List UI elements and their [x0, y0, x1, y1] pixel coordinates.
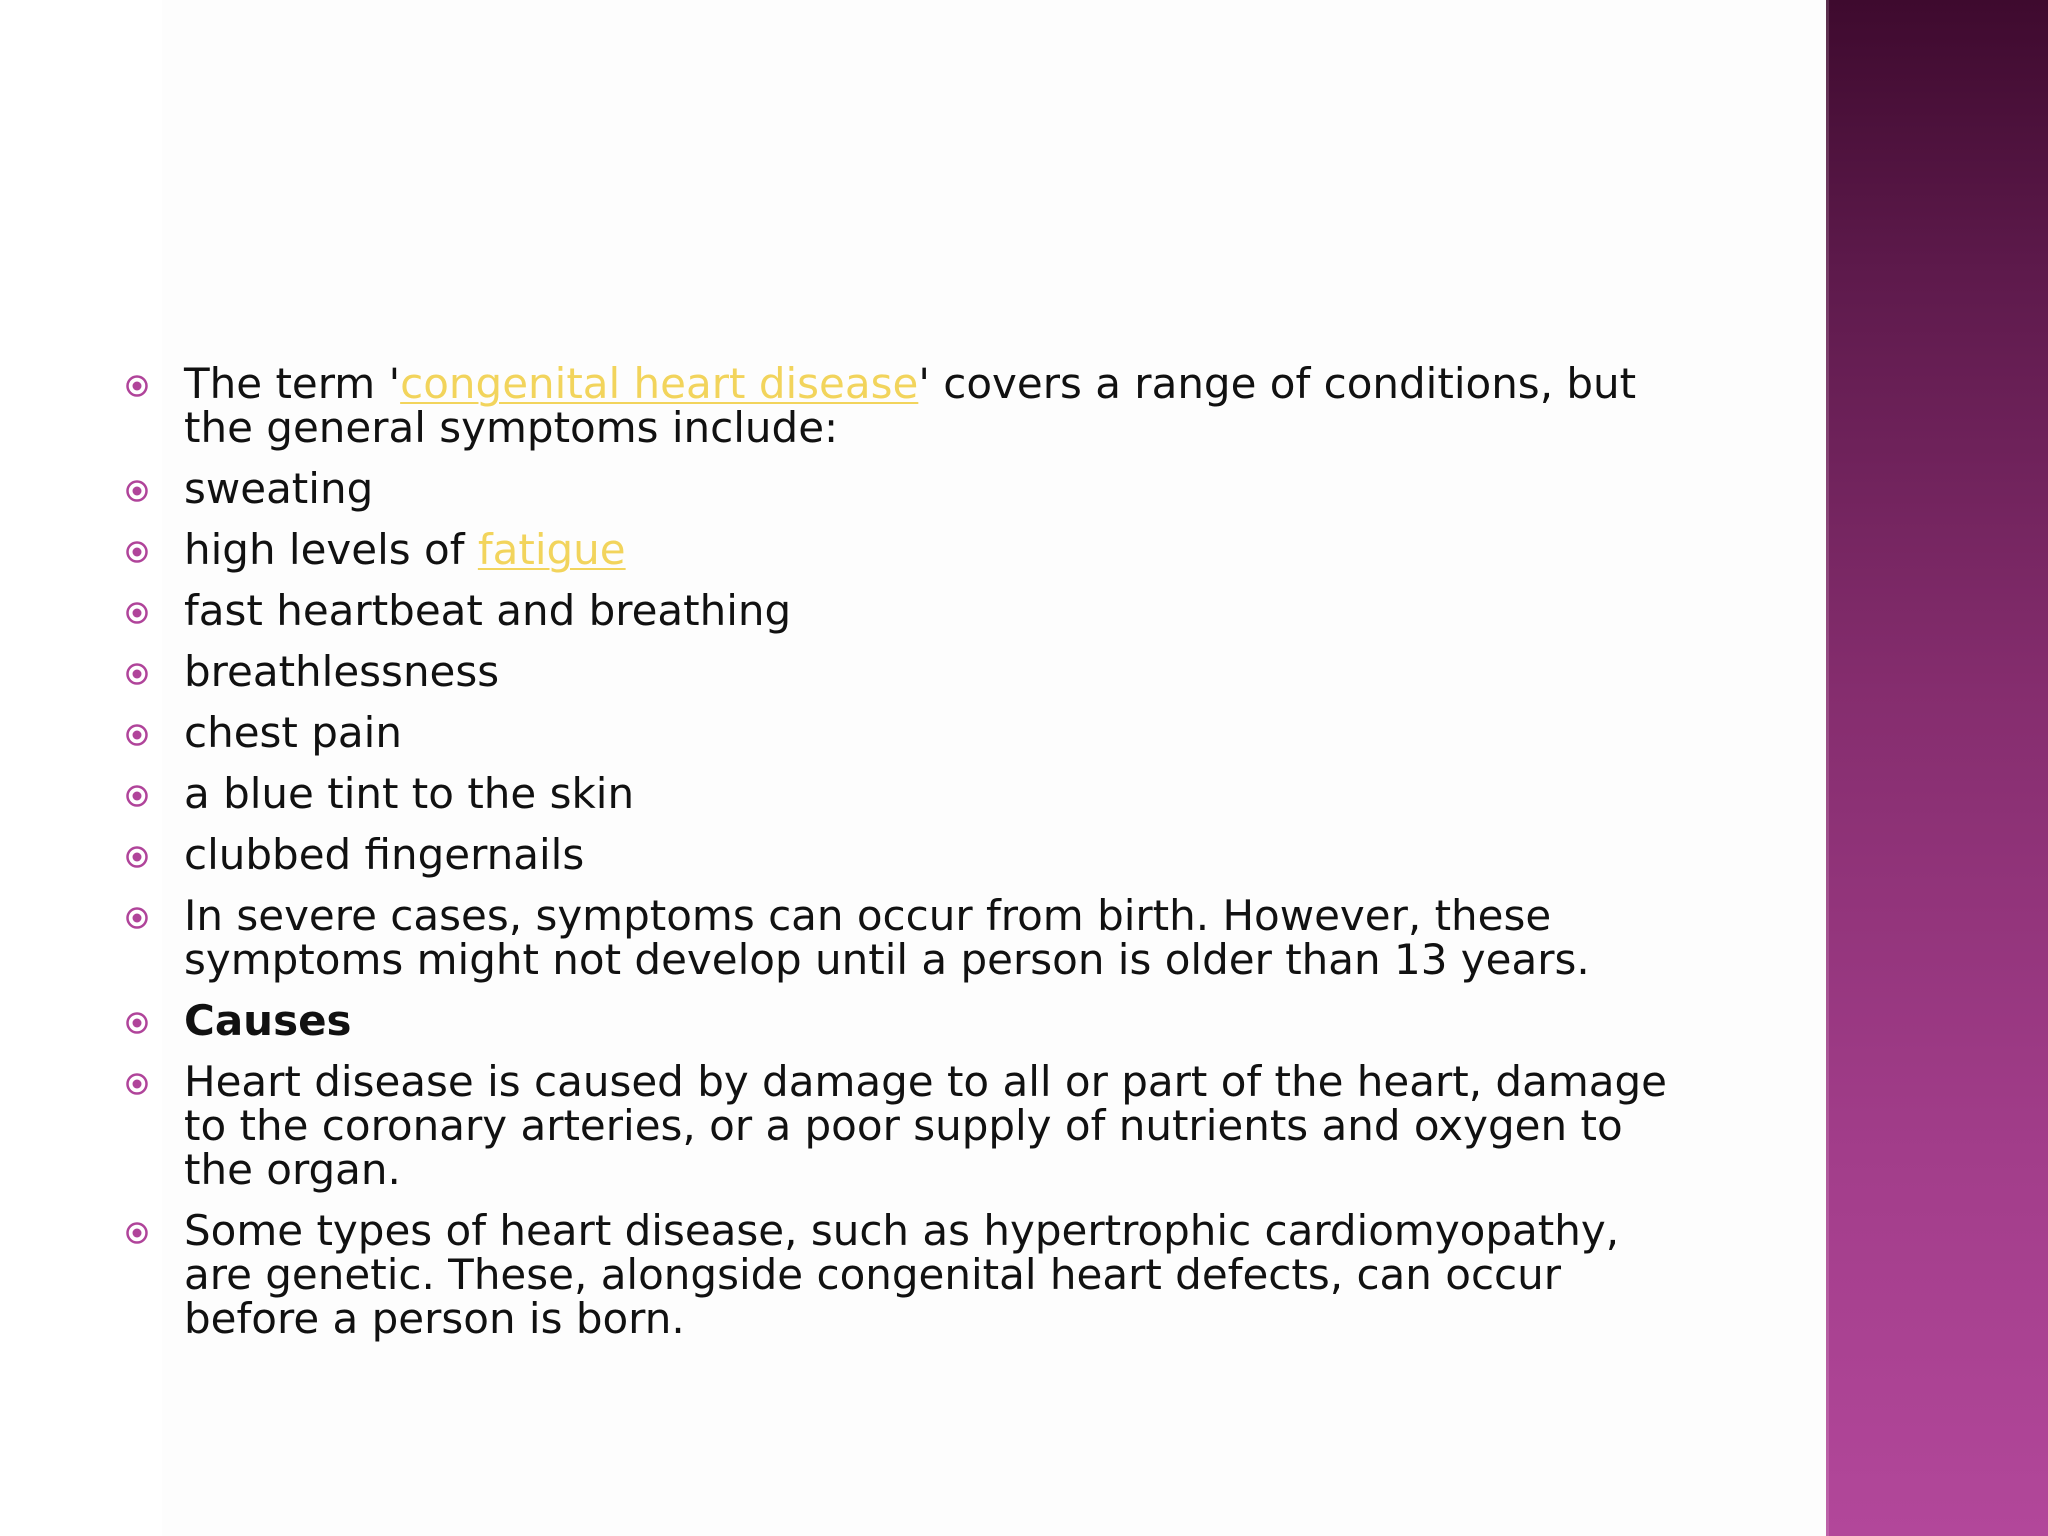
- list-item: [124, 1057, 1684, 1194]
- circled-dot-icon: [125, 1221, 149, 1245]
- item-text: chest pain: [184, 708, 402, 757]
- circled-dot-icon: [125, 540, 149, 564]
- circled-dot-icon: [125, 906, 149, 930]
- circled-dot-icon: [125, 845, 149, 869]
- item-text: sweating: [184, 464, 374, 513]
- list-item: [124, 830, 1684, 879]
- list-item: [124, 586, 1684, 635]
- item-text: a blue tint to the skin: [184, 769, 635, 818]
- bullet-list: [124, 359, 1684, 1358]
- item-text: Heart disease is caused by damage to all or part of the heart, damage to the coronary arteries, or a poor supply of nutrients and oxygen to the organ.: [184, 1057, 1667, 1194]
- list-item: [124, 996, 1684, 1045]
- list-item: [124, 359, 1684, 452]
- list-item: [124, 891, 1684, 984]
- fatigue-link[interactable]: fatigue: [477, 525, 626, 574]
- decorative-side-bar: [1826, 0, 2048, 1536]
- circled-dot-icon: [125, 723, 149, 747]
- list-item: [124, 525, 1684, 574]
- item-text: Some types of heart disease, such as hypertrophic cardiomyopathy, are genetic. These, alongside congenital heart defects, can occur before a person is born.: [184, 1206, 1620, 1343]
- item-text: clubbed fingernails: [184, 830, 585, 879]
- circled-dot-icon: [125, 374, 149, 398]
- circled-dot-icon: [125, 1011, 149, 1035]
- list-item: [124, 769, 1684, 818]
- list-item: [124, 647, 1684, 696]
- list-item: [124, 1206, 1684, 1343]
- congenital-heart-disease-link[interactable]: congenital heart disease: [400, 359, 919, 408]
- circled-dot-icon: [125, 662, 149, 686]
- item-text-before: high levels of: [184, 525, 478, 574]
- item-text: breathlessness: [184, 647, 500, 696]
- list-item: [124, 708, 1684, 757]
- circled-dot-icon: [125, 784, 149, 808]
- list-item: [124, 464, 1684, 513]
- circled-dot-icon: [125, 601, 149, 625]
- side-bar-edge: [1826, 0, 1829, 1536]
- causes-heading: Causes: [184, 996, 352, 1045]
- item-text-after: ' covers a range of conditions, but the general symptoms include:: [184, 359, 1637, 452]
- item-text: In severe cases, symptoms can occur from birth. However, these symptoms might not develop until a person is older than 13 years.: [184, 891, 1590, 984]
- item-text: fast heartbeat and breathing: [184, 586, 792, 635]
- circled-dot-icon: [125, 1072, 149, 1096]
- item-text-before: The term ': [184, 359, 401, 408]
- circled-dot-icon: [125, 479, 149, 503]
